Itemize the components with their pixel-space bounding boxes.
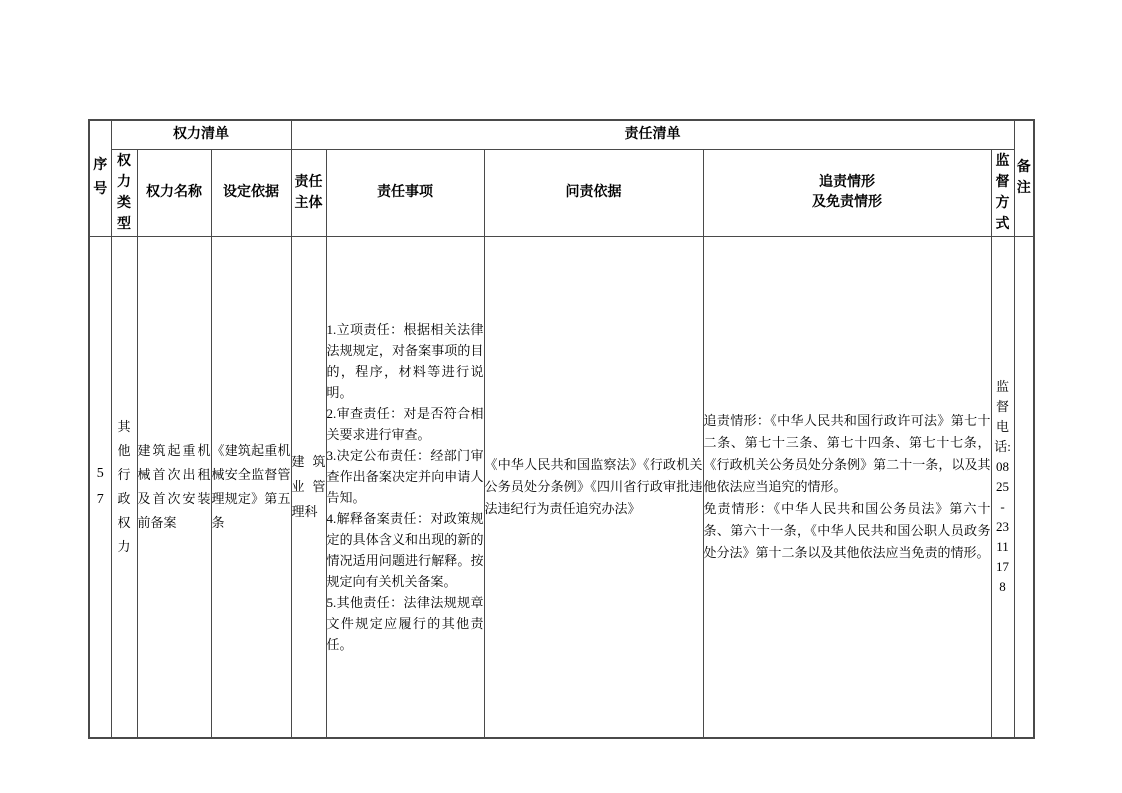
cell-pursuit-exemption: [703, 236, 991, 738]
cell-duty-subject: 建筑业管理科: [291, 236, 326, 738]
header-duty-list-group: 责任清单: [291, 120, 1014, 149]
header-power-type: 权力类型: [111, 149, 137, 236]
header-pursuit-exemption: 追责情形 及免责情形: [703, 149, 991, 236]
cell-serial-number: 5 7: [89, 236, 111, 738]
header-row-columns: [89, 149, 1034, 236]
header-setting-basis: 设定依据: [211, 149, 291, 236]
header-power-list-group: 权力清单: [111, 120, 291, 149]
header-power-name: 权力名称: [137, 149, 211, 236]
header-accountability-basis: 问责依据: [484, 149, 703, 236]
cell-remarks: [1014, 236, 1034, 738]
cell-supervision-phone: 监 督 电 话: 08 25 - 23 11 17 8: [991, 236, 1014, 738]
header-serial-number: 序号: [89, 120, 111, 236]
exemption-paragraph: 免责情形：《中华人民共和国公务员法》第六十条、第六十一条，《中华人民共和国公职人员政务处分法》第十二条以及其他依法应当免责的情形。: [703, 500, 991, 560]
power-duty-list-table: [88, 119, 1035, 739]
table-row: [89, 236, 1034, 738]
duty-item-4: 4.解释备案责任：对政策规定的具体含义和出现的新的情况适用问题进行解释。按规定向有关机关备案。: [326, 510, 484, 589]
duty-item-1: 1.立项责任：根据相关法律法规规定，对备案事项的目的，程序，材料等进行说明。: [326, 321, 484, 400]
pursuit-paragraph: 追责情形：《中华人民共和国行政许可法》第七十二条、第七十三条、第七十四条、第七十七条，《行政机关公务员处分条例》第二十一条，以及其他依法应当追究的情形。: [703, 412, 991, 494]
duty-item-5: 5.其他责任：法律法规规章文件规定应履行的其他责任。: [326, 594, 484, 652]
cell-setting-basis: 《建筑起重机械安全监督管理规定》第五条: [211, 236, 291, 738]
header-duty-subject: 责任主体: [291, 149, 326, 236]
cell-accountability-basis: 《中华人民共和国监察法》《行政机关公务员处分条例》《四川省行政审批违法违纪行为责任追究办法》: [484, 236, 703, 738]
cell-power-name: 建筑起重机械首次出租及首次安装前备案: [137, 236, 211, 738]
cell-power-type: 其他行政权力: [111, 236, 137, 738]
duty-item-3: 3.决定公布责任：经部门审查作出备案决定并向申请人告知。: [326, 447, 484, 505]
cell-duty-matters: [326, 236, 484, 738]
header-remarks: 备注: [1014, 120, 1034, 236]
duty-item-2: 2.审查责任：对是否符合相关要求进行审查。: [326, 405, 484, 442]
header-row-groups: [89, 120, 1034, 149]
header-duty-matters: 责任事项: [326, 149, 484, 236]
header-supervision-method: 监督方式: [991, 149, 1014, 236]
